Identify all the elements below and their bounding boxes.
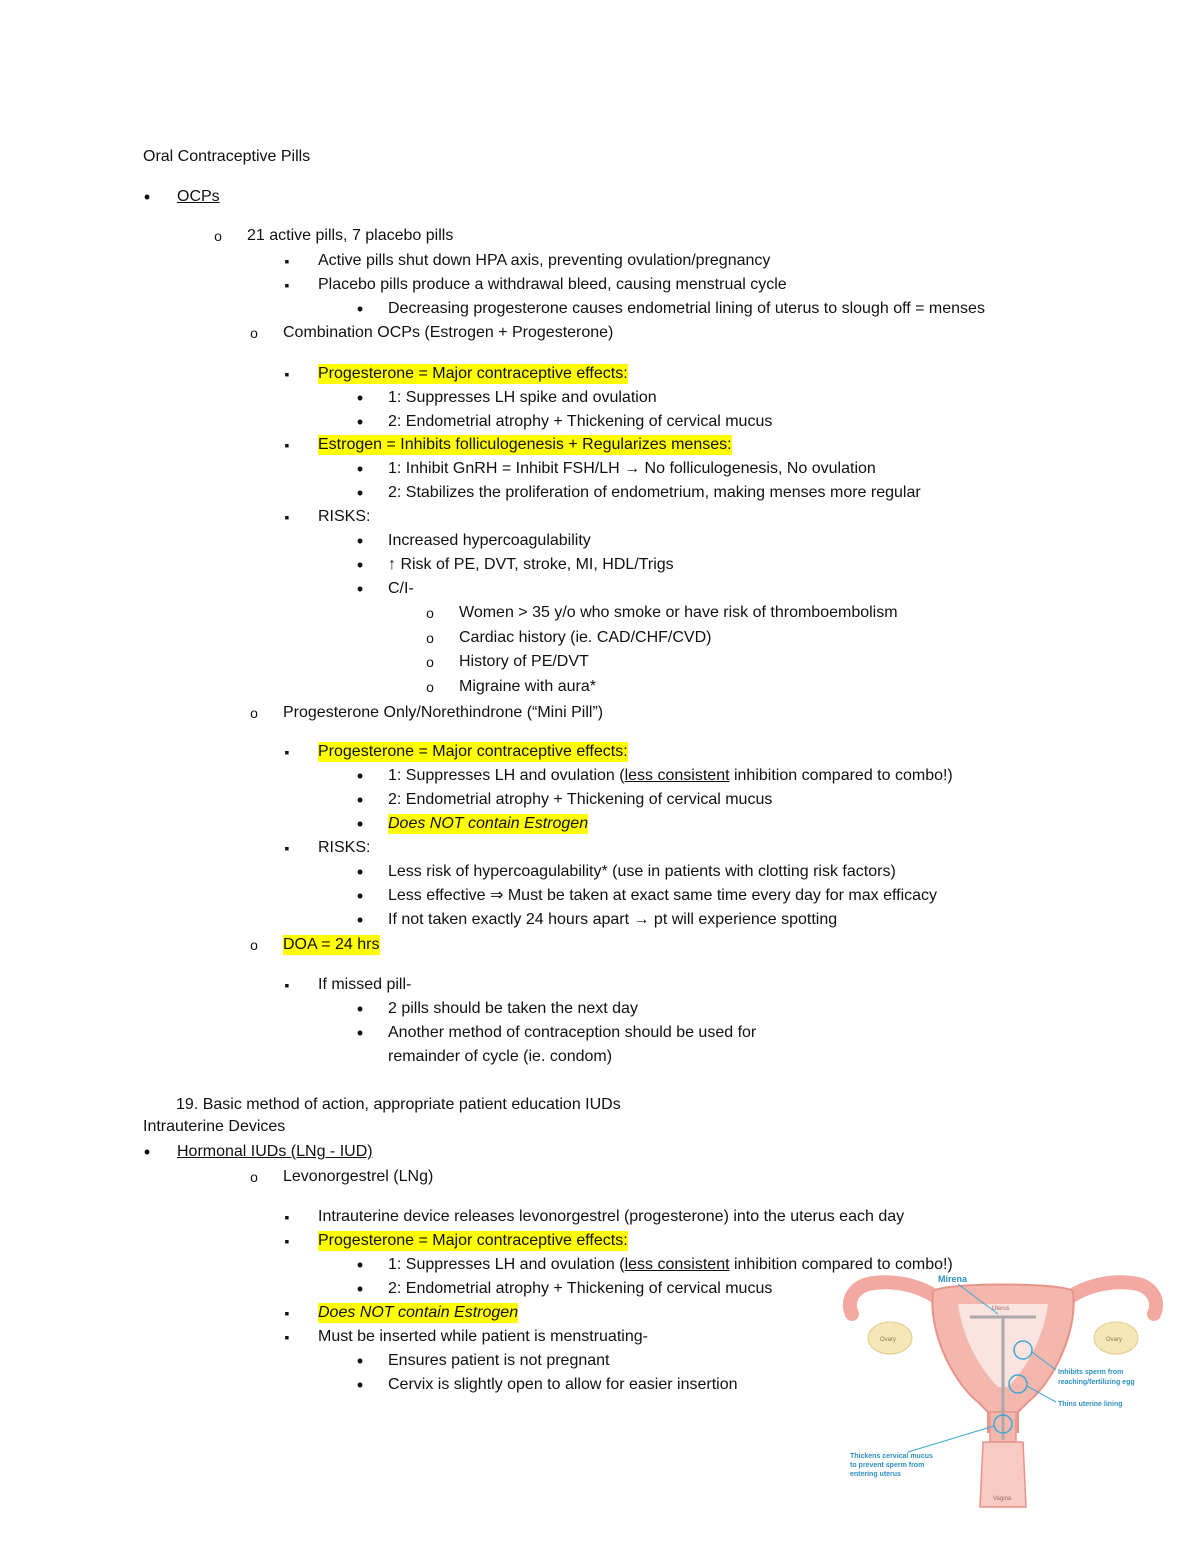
bullet-circle: [208, 226, 228, 246]
missed-pill-2a: Another method of contraception should be used for: [388, 1024, 757, 1041]
doa-heading: DOA = 24 hrs: [283, 936, 380, 953]
bullet-dot: [350, 579, 370, 599]
bullet-dot: [350, 1351, 370, 1371]
bullet-circle: [420, 628, 440, 648]
iud-ensures: Ensures patient is not pregnant: [388, 1352, 610, 1369]
contraindication-3: History of PE/DVT: [459, 653, 589, 670]
label-ovary-left: Ovary: [880, 1337, 897, 1343]
label-thickens-2: to prevent sperm from: [850, 1462, 925, 1469]
missed-pill-1: 2 pills should be taken the next day: [388, 1000, 638, 1017]
bullet-dot: [350, 412, 370, 432]
text-segment: 1: Suppresses LH and ovulation (: [388, 767, 625, 784]
bullet-dot: [350, 299, 370, 319]
bullet-square: [277, 275, 297, 295]
contraindication-1: Women > 35 y/o who smoke or have risk of thromboembolism: [459, 604, 898, 621]
label-ovary-right: Ovary: [1106, 1337, 1123, 1343]
combination-prog-2: 2: Endometrial atrophy + Thickening of cervical mucus: [388, 413, 773, 430]
bullet-square: [277, 742, 297, 762]
bullet-square: [277, 1327, 297, 1347]
bullet-dot: [350, 814, 370, 834]
bullet-dot: [350, 1255, 370, 1275]
label-uterus: Uterus: [992, 1306, 1010, 1312]
bullet-dot: [350, 862, 370, 882]
combination-heading: Combination OCPs (Estrogen + Progesterone): [283, 324, 614, 341]
leader-line: [908, 1426, 994, 1452]
bullet-dot: [137, 187, 157, 207]
mini-pill-risk-2: Less effective ⇒ Must be taken at exact same time every day for max efficacy: [388, 887, 938, 904]
label-thickens-3: entering uterus: [850, 1471, 901, 1478]
iud-inserted: Must be inserted while patient is menstruating-: [318, 1328, 648, 1345]
bullet-square: [277, 838, 297, 858]
bullet-dot: [350, 886, 370, 906]
bullet-square: [277, 1231, 297, 1251]
bullet-square: [277, 507, 297, 527]
iud-no-estrogen: Does NOT contain Estrogen: [318, 1304, 519, 1321]
combination-prog-1: 1: Suppresses LH spike and ovulation: [388, 389, 657, 406]
label-inhibits-2: reaching/fertilizing egg: [1058, 1379, 1135, 1386]
placebo-pills: Placebo pills produce a withdrawal bleed, causing menstrual cycle: [318, 276, 787, 293]
fallopian-tube-right: [1063, 1282, 1156, 1314]
label-inhibits-1: Inhibits sperm from: [1058, 1369, 1124, 1376]
bullet-dot: [350, 1375, 370, 1395]
estrogen-2: 2: Stabilizes the proliferation of endometrium, making menses more regular: [388, 484, 921, 501]
mini-pill-risk-1: Less risk of hypercoagulability* (use in patients with clotting risk factors): [388, 863, 896, 880]
label-thins: Thins uterine lining: [1058, 1401, 1123, 1408]
bullet-dot: [350, 1023, 370, 1043]
bullet-dot: [350, 790, 370, 810]
bullet-dot: [350, 531, 370, 551]
bullet-dot: [350, 1279, 370, 1299]
mini-pill-no-estrogen: Does NOT contain Estrogen: [388, 815, 589, 832]
iud-releases: Intrauterine device releases levonorgestrel (progesterone) into the uterus each day: [318, 1208, 905, 1225]
bullet-circle: [244, 323, 264, 343]
iud-prog-2: 2: Endometrial atrophy + Thickening of cervical mucus: [388, 1280, 773, 1297]
label-mirena: Mirena: [938, 1274, 968, 1284]
contraindication-2: Cardiac history (ie. CAD/CHF/CVD): [459, 629, 712, 646]
bullet-circle: [244, 1167, 264, 1187]
iud-question: 19. Basic method of action, appropriate patient education IUDs: [176, 1096, 621, 1113]
iud-progesterone-heading: Progesterone = Major contraceptive effects:: [318, 1232, 628, 1249]
label-thickens-1: Thickens cervical mucus: [850, 1453, 933, 1460]
estrogen-1: 1: Inhibit GnRH = Inhibit FSH/LH → No folliculogenesis, No ovulation: [388, 460, 876, 477]
decreasing-progesterone: Decreasing progesterone causes endometrial lining of uterus to slough off = menses: [388, 300, 985, 317]
bullet-square: [277, 364, 297, 384]
contraindication-4: Migraine with aura*: [459, 678, 596, 695]
bullet-dot: [350, 555, 370, 575]
bullet-circle: [244, 935, 264, 955]
mini-pill-prog-2: 2: Endometrial atrophy + Thickening of cervical mucus: [388, 791, 773, 808]
underlined-less-consistent: less consistent: [624, 1256, 730, 1273]
active-pills: Active pills shut down HPA axis, preventing ovulation/pregnancy: [318, 252, 771, 269]
mini-pill-prog-1: [388, 766, 953, 786]
bullet-circle: [420, 603, 440, 623]
bullet-dot: [350, 483, 370, 503]
combination-risk-2: ↑ Risk of PE, DVT, stroke, MI, HDL/Trigs: [388, 556, 674, 573]
iud-cervix: Cervix is slightly open to allow for easier insertion: [388, 1376, 738, 1393]
bullet-square: [277, 975, 297, 995]
combination-risk-3: C/I-: [388, 580, 414, 597]
bullet-square: [277, 1303, 297, 1323]
text-segment: inhibition compared to combo!): [729, 1256, 953, 1273]
estrogen-heading: Estrogen = Inhibits folliculogenesis + Regularizes menses:: [318, 436, 732, 453]
text-segment: inhibition compared to combo!): [729, 767, 953, 784]
combination-risk-1: Increased hypercoagulability: [388, 532, 591, 549]
mini-pill-risks-heading: RISKS:: [318, 839, 371, 856]
fallopian-tube-left: [850, 1282, 943, 1314]
levonorgestrel: Levonorgestrel (LNg): [283, 1168, 434, 1185]
combination-progesterone-heading: Progesterone = Major contraceptive effects:: [318, 365, 628, 382]
iud-heading: Intrauterine Devices: [143, 1118, 286, 1135]
text-segment: 1: Suppresses LH and ovulation (: [388, 1256, 625, 1273]
bullet-dot: [350, 388, 370, 408]
hormonal-iuds: Hormonal IUDs (LNg - IUD): [177, 1143, 373, 1160]
ocps-heading: OCPs: [177, 188, 220, 205]
bullet-dot: [350, 999, 370, 1019]
bullet-square: [277, 435, 297, 455]
mini-pill-progesterone-heading: Progesterone = Major contraceptive effects:: [318, 743, 628, 760]
bullet-square: [277, 1207, 297, 1227]
uterus-iud-diagram: [838, 1262, 1168, 1512]
bullet-dot: [350, 459, 370, 479]
bullet-circle: [420, 677, 440, 697]
bullet-dot: [350, 766, 370, 786]
bullet-square: [277, 251, 297, 271]
bullet-dot: [350, 910, 370, 930]
label-vagina: Vagina: [993, 1496, 1012, 1502]
underlined-less-consistent: less consistent: [624, 767, 730, 784]
page-title: Oral Contraceptive Pills: [143, 148, 311, 165]
bullet-circle: [420, 652, 440, 672]
mini-pill-risk-3: If not taken exactly 24 hours apart → pt will experience spotting: [388, 911, 838, 928]
missed-pill: If missed pill-: [318, 976, 412, 993]
combination-risks-heading: RISKS:: [318, 508, 371, 525]
pills-count: 21 active pills, 7 placebo pills: [247, 227, 454, 244]
bullet-dot: [137, 1142, 157, 1162]
mini-pill-heading: Progesterone Only/Norethindrone (“Mini Pill”): [283, 704, 604, 721]
bullet-circle: [244, 703, 264, 723]
missed-pill-2b: remainder of cycle (ie. condom): [388, 1048, 613, 1065]
